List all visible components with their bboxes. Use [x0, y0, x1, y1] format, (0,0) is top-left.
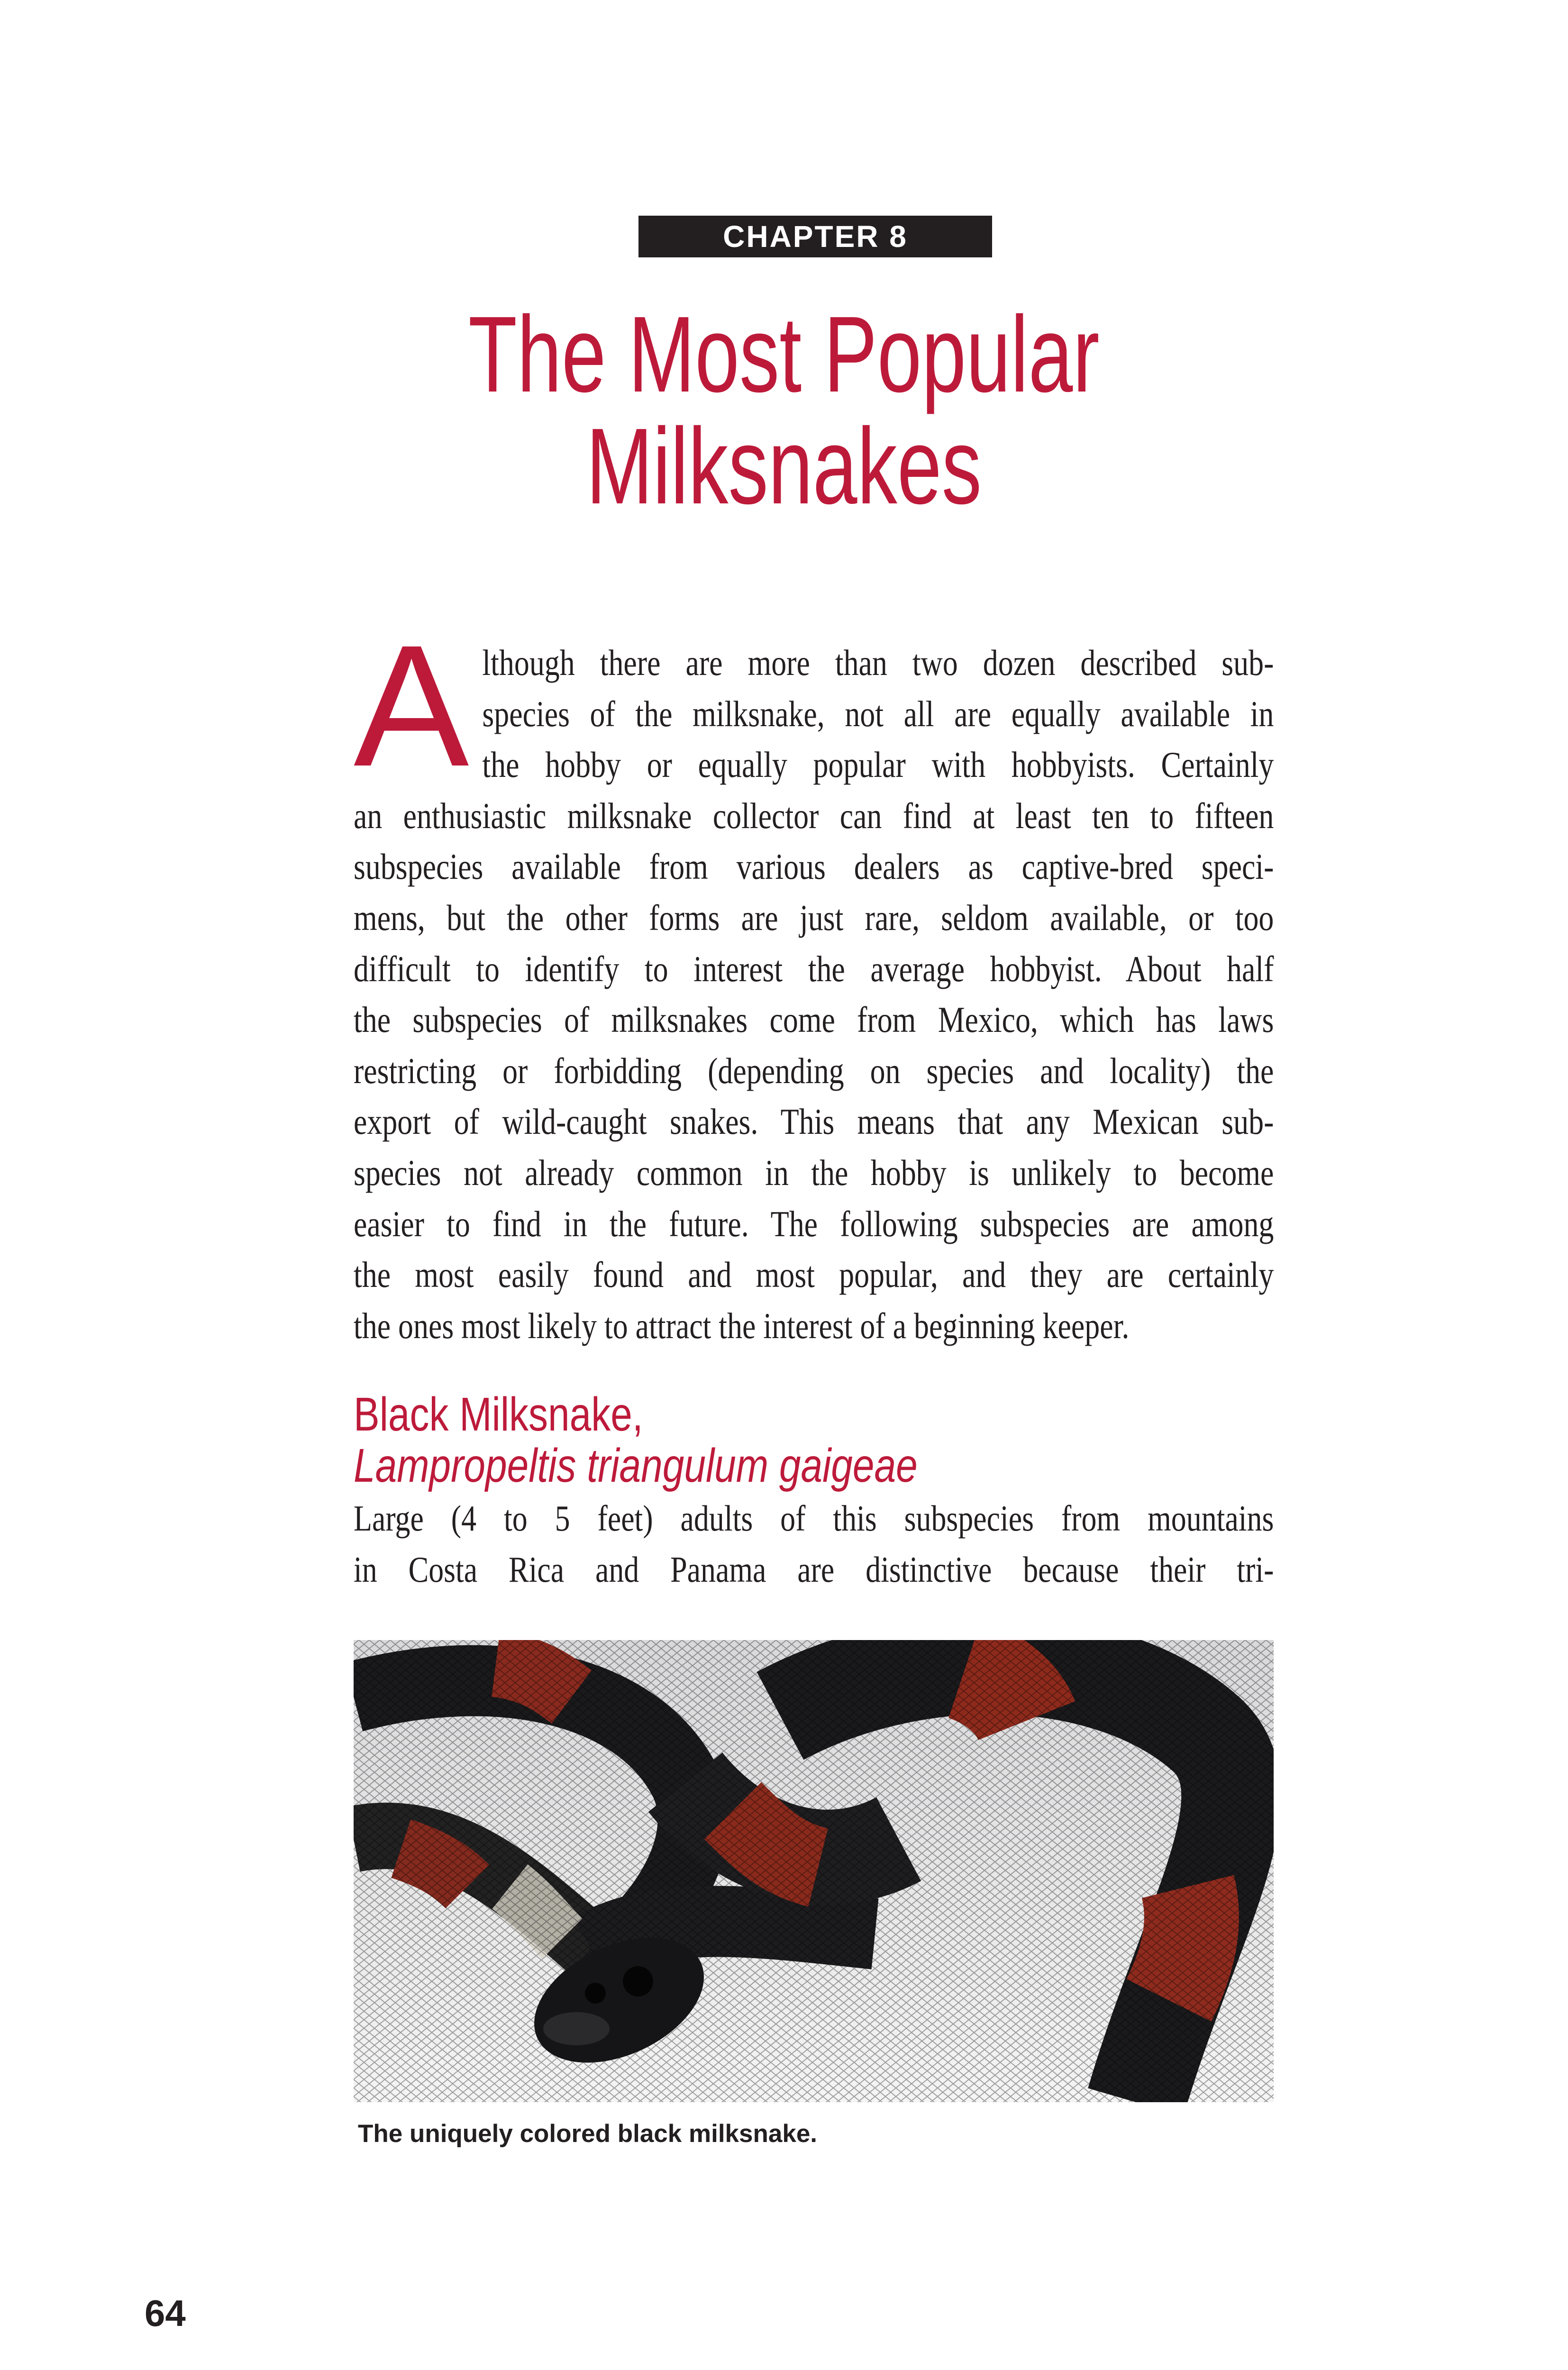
text-line: in Costa Rica and Panama are distinctive because their tri- [354, 1549, 1274, 1590]
title-line-1: The Most Popular [468, 294, 1100, 415]
text-line: lthough there are more than two dozen described sub- [482, 642, 1274, 683]
intro-paragraph [354, 638, 1274, 1351]
section-paragraph [354, 1493, 1274, 1595]
chapter-label [638, 216, 992, 257]
snake-photo [354, 1640, 1274, 2102]
text-line: species not already common in the hobby is unlikely to become [354, 1152, 1274, 1193]
text-line: species of the milksnake, not all are equally available in [482, 693, 1274, 734]
page-title [0, 294, 1568, 527]
text-line: export of wild-caught snakes. This means that any Mexican sub- [354, 1101, 1274, 1142]
title-line-2: Milksnakes [586, 406, 982, 527]
text-line: restricting or forbidding (depending on species and locality) the [354, 1050, 1274, 1091]
text-line: the most easily found and most popular, and they are certainly [354, 1254, 1274, 1295]
chapter-label-text: CHAPTER 8 [723, 219, 908, 254]
text-line: the hobby or equally popular with hobbyists. Certainly [482, 744, 1274, 785]
heading-scientific-name: Lampropeltis triangulum gaigeae [354, 1439, 918, 1492]
text-line: an enthusiastic milksnake collector can find at least ten to fifteen [354, 795, 1274, 836]
section-heading [354, 1389, 1041, 1491]
text-line: the subspecies of milksnakes come from Mexico, which has laws [354, 999, 1274, 1040]
text-line: difficult to identify to interest the average hobbyist. About half [354, 948, 1274, 989]
text-line: Large (4 to 5 feet) adults of this subspecies from mountains [354, 1498, 1274, 1539]
text-line: subspecies available from various dealers as captive-bred speci- [354, 846, 1274, 887]
text-line: mens, but the other forms are just rare, seldom available, or too [354, 897, 1274, 938]
text-line: easier to find in the future. The following subspecies are among [354, 1203, 1274, 1244]
page-number: 64 [145, 2292, 186, 2334]
text-line: the ones most likely to attract the interest of a beginning keeper. [354, 1305, 1130, 1346]
drop-cap: A [354, 610, 469, 802]
heading-common-name: Black Milksnake, [354, 1388, 643, 1441]
figure-caption: The uniquely colored black milksnake. [358, 2120, 818, 2148]
